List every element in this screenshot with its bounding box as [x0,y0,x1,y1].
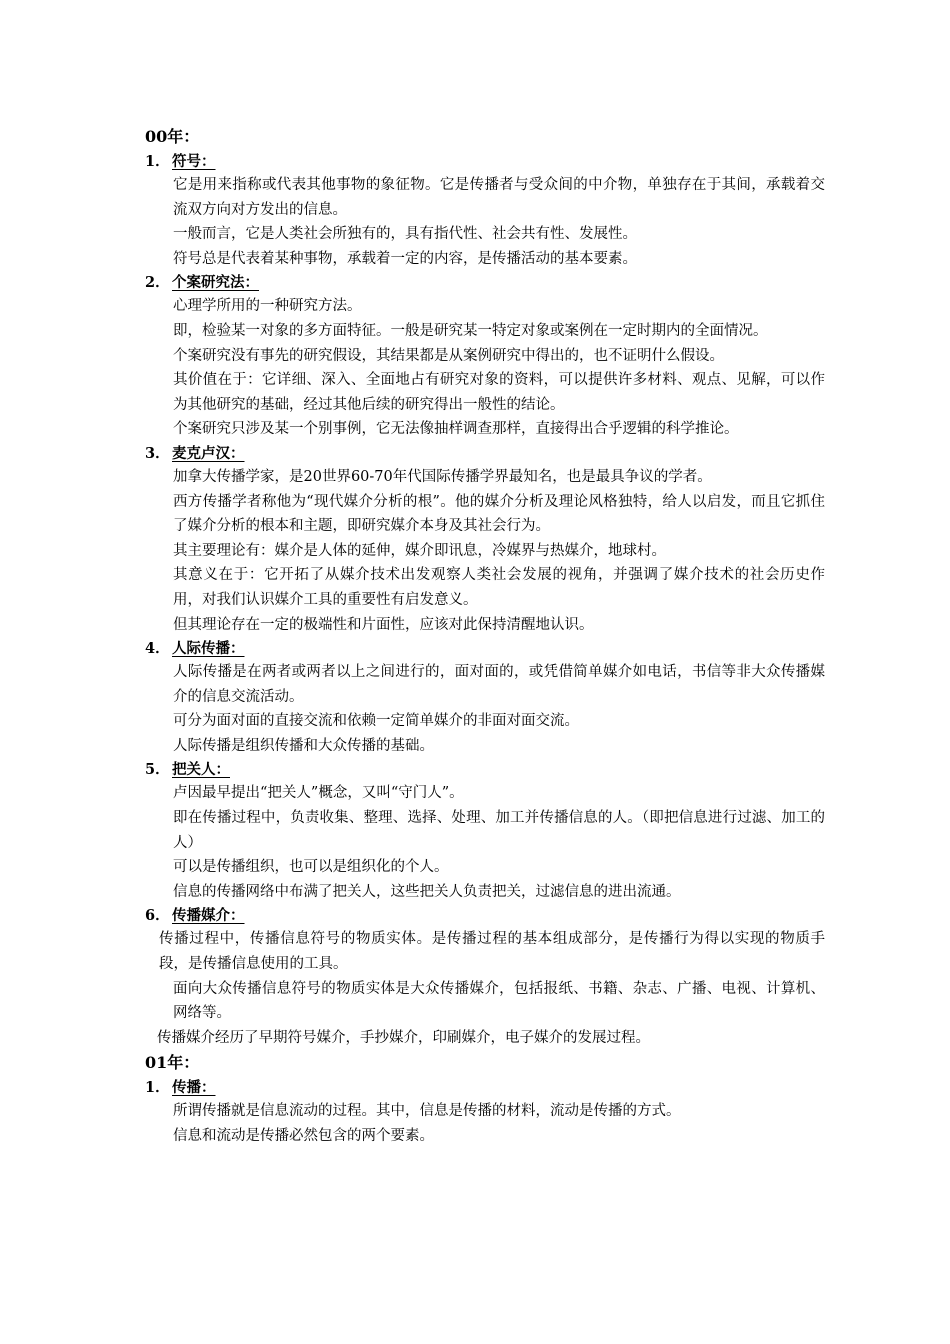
term-paragraph: 卢因最早提出“把关人”概念，又叫“守门人”。 [173,785,464,802]
term-number: 6． [145,907,170,925]
term-paragraph: 人际传播是组织传播和大众传播的基础。 [173,737,434,754]
term-paragraph: 其价值在于：它详细、深入、全面地占有研究对象的资料，可以提供许多材料、观点、见解，可以作为其他研究的基础，经过其他后续的研究得出一般性的结论。 [173,372,825,413]
term-paragraph: 传播媒介经历了早期符号媒介，手抄媒介，印刷媒介，电子媒介的发展过程。 [157,1029,650,1046]
term-paragraph: 信息的传播网络中布满了把关人，这些把关人负责把关，过滤信息的进出流通。 [173,883,681,900]
term-title: 麦克卢汉： [172,444,245,462]
term-paragraph: 其意义在于：它开拓了从媒介技术出发观察人类社会发展的视角，并强调了媒介技术的社会历史作用，对我们认识媒介工具的重要性有启发意义。 [173,567,825,608]
term-heading [145,637,825,660]
term-heading [145,271,825,294]
term-paragraph: 可以是传播组织，也可以是组织化的个人。 [173,859,449,876]
term-paragraph: 西方传播学者称他为“现代媒介分析的根”。他的媒介分析及理论风格独特，给人以启发，而且它抓住了媒介分析的根本和主题，即研究媒介本身及其社会行为。 [173,493,825,535]
term-title: 人际传播： [172,640,245,658]
term-paragraph: 人际传播是在两者或两者以上之间进行的，面对面的，或凭借简单媒介如电话，书信等非大众传播媒介的信息交流活动。 [173,664,825,705]
term-title: 符号： [172,153,216,170]
term-paragraph: 但其理论存在一定的极端性和片面性，应该对此保持清醒地认识。 [173,616,594,633]
term-paragraph: 面向大众传播信息符号的物质实体是大众传播媒介，包括报纸、书籍、杂志、广播、电视、计算机、网络等。 [173,980,825,1022]
section-year-heading: 01年： [145,1053,200,1073]
term-paragraph: 所谓传播就是信息流动的过程。其中，信息是传播的材料，流动是传播的方式。 [173,1103,681,1120]
document-content [145,124,825,1149]
term-heading [145,904,825,927]
term-paragraph: 一般而言，它是人类社会所独有的，具有指代性、社会共有性、发展性。 [173,226,637,243]
term-paragraph: 它是用来指称或代表其他事物的象征物。它是传播者与受众间的中介物，单独存在于其间，承载着交流双方向对方发出的信息。 [173,177,825,218]
term-title: 把关人： [172,761,230,779]
term-paragraph: 可分为面对面的直接交流和依赖一定简单媒介的非面对面交流。 [173,713,579,730]
section-year-heading: 00年： [145,127,200,146]
term-number: 3． [145,444,170,462]
term-paragraph: 加拿大传播学家，是20世界60-70年代国际传播学界最知名，也是最具争议的学者。 [173,468,712,485]
term-paragraph: 信息和流动是传播必然包含的两个要素。 [173,1128,434,1144]
term-paragraph: 其主要理论有：媒介是人体的延伸，媒介即讯息，冷媒界与热媒介，地球村。 [173,542,666,559]
term-paragraph: 心理学所用的一种研究方法。 [173,298,362,315]
term-title: 传播： [172,1079,216,1097]
term-paragraph: 符号总是代表着某种事物，承载着一定的内容，是传播活动的基本要素。 [173,250,637,267]
term-number: 4． [145,640,170,658]
term-number: 5． [145,761,170,779]
term-heading [145,758,825,781]
term-paragraph: 即，检验某一对象的多方面特征。一般是研究某一特定对象或案例在一定时期内的全面情况。 [173,322,768,339]
term-heading [145,442,825,465]
term-number: 1． [145,153,170,170]
term-paragraph: 个案研究没有事先的研究假设，其结果都是从案例研究中得出的，也不证明什么假设。 [173,347,724,364]
term-paragraph: 传播过程中，传播信息符号的物质实体。是传播过程的基本组成部分，是传播行为得以实现的物质手段，是传播信息使用的工具。 [159,931,825,973]
term-title: 传播媒介： [172,907,245,925]
term-paragraph: 即在传播过程中，负责收集、整理、选择、处理、加工并传播信息的人。（即把信息进行过滤、加工的人） [173,810,825,851]
term-title: 个案研究法： [172,274,259,292]
term-heading [145,150,825,173]
term-paragraph: 个案研究只涉及某一个别事例，它无法像抽样调查那样，直接得出合乎逻辑的科学推论。 [173,421,739,438]
term-heading [145,1076,825,1099]
term-number: 2． [145,274,170,292]
term-number: 1． [145,1079,170,1097]
